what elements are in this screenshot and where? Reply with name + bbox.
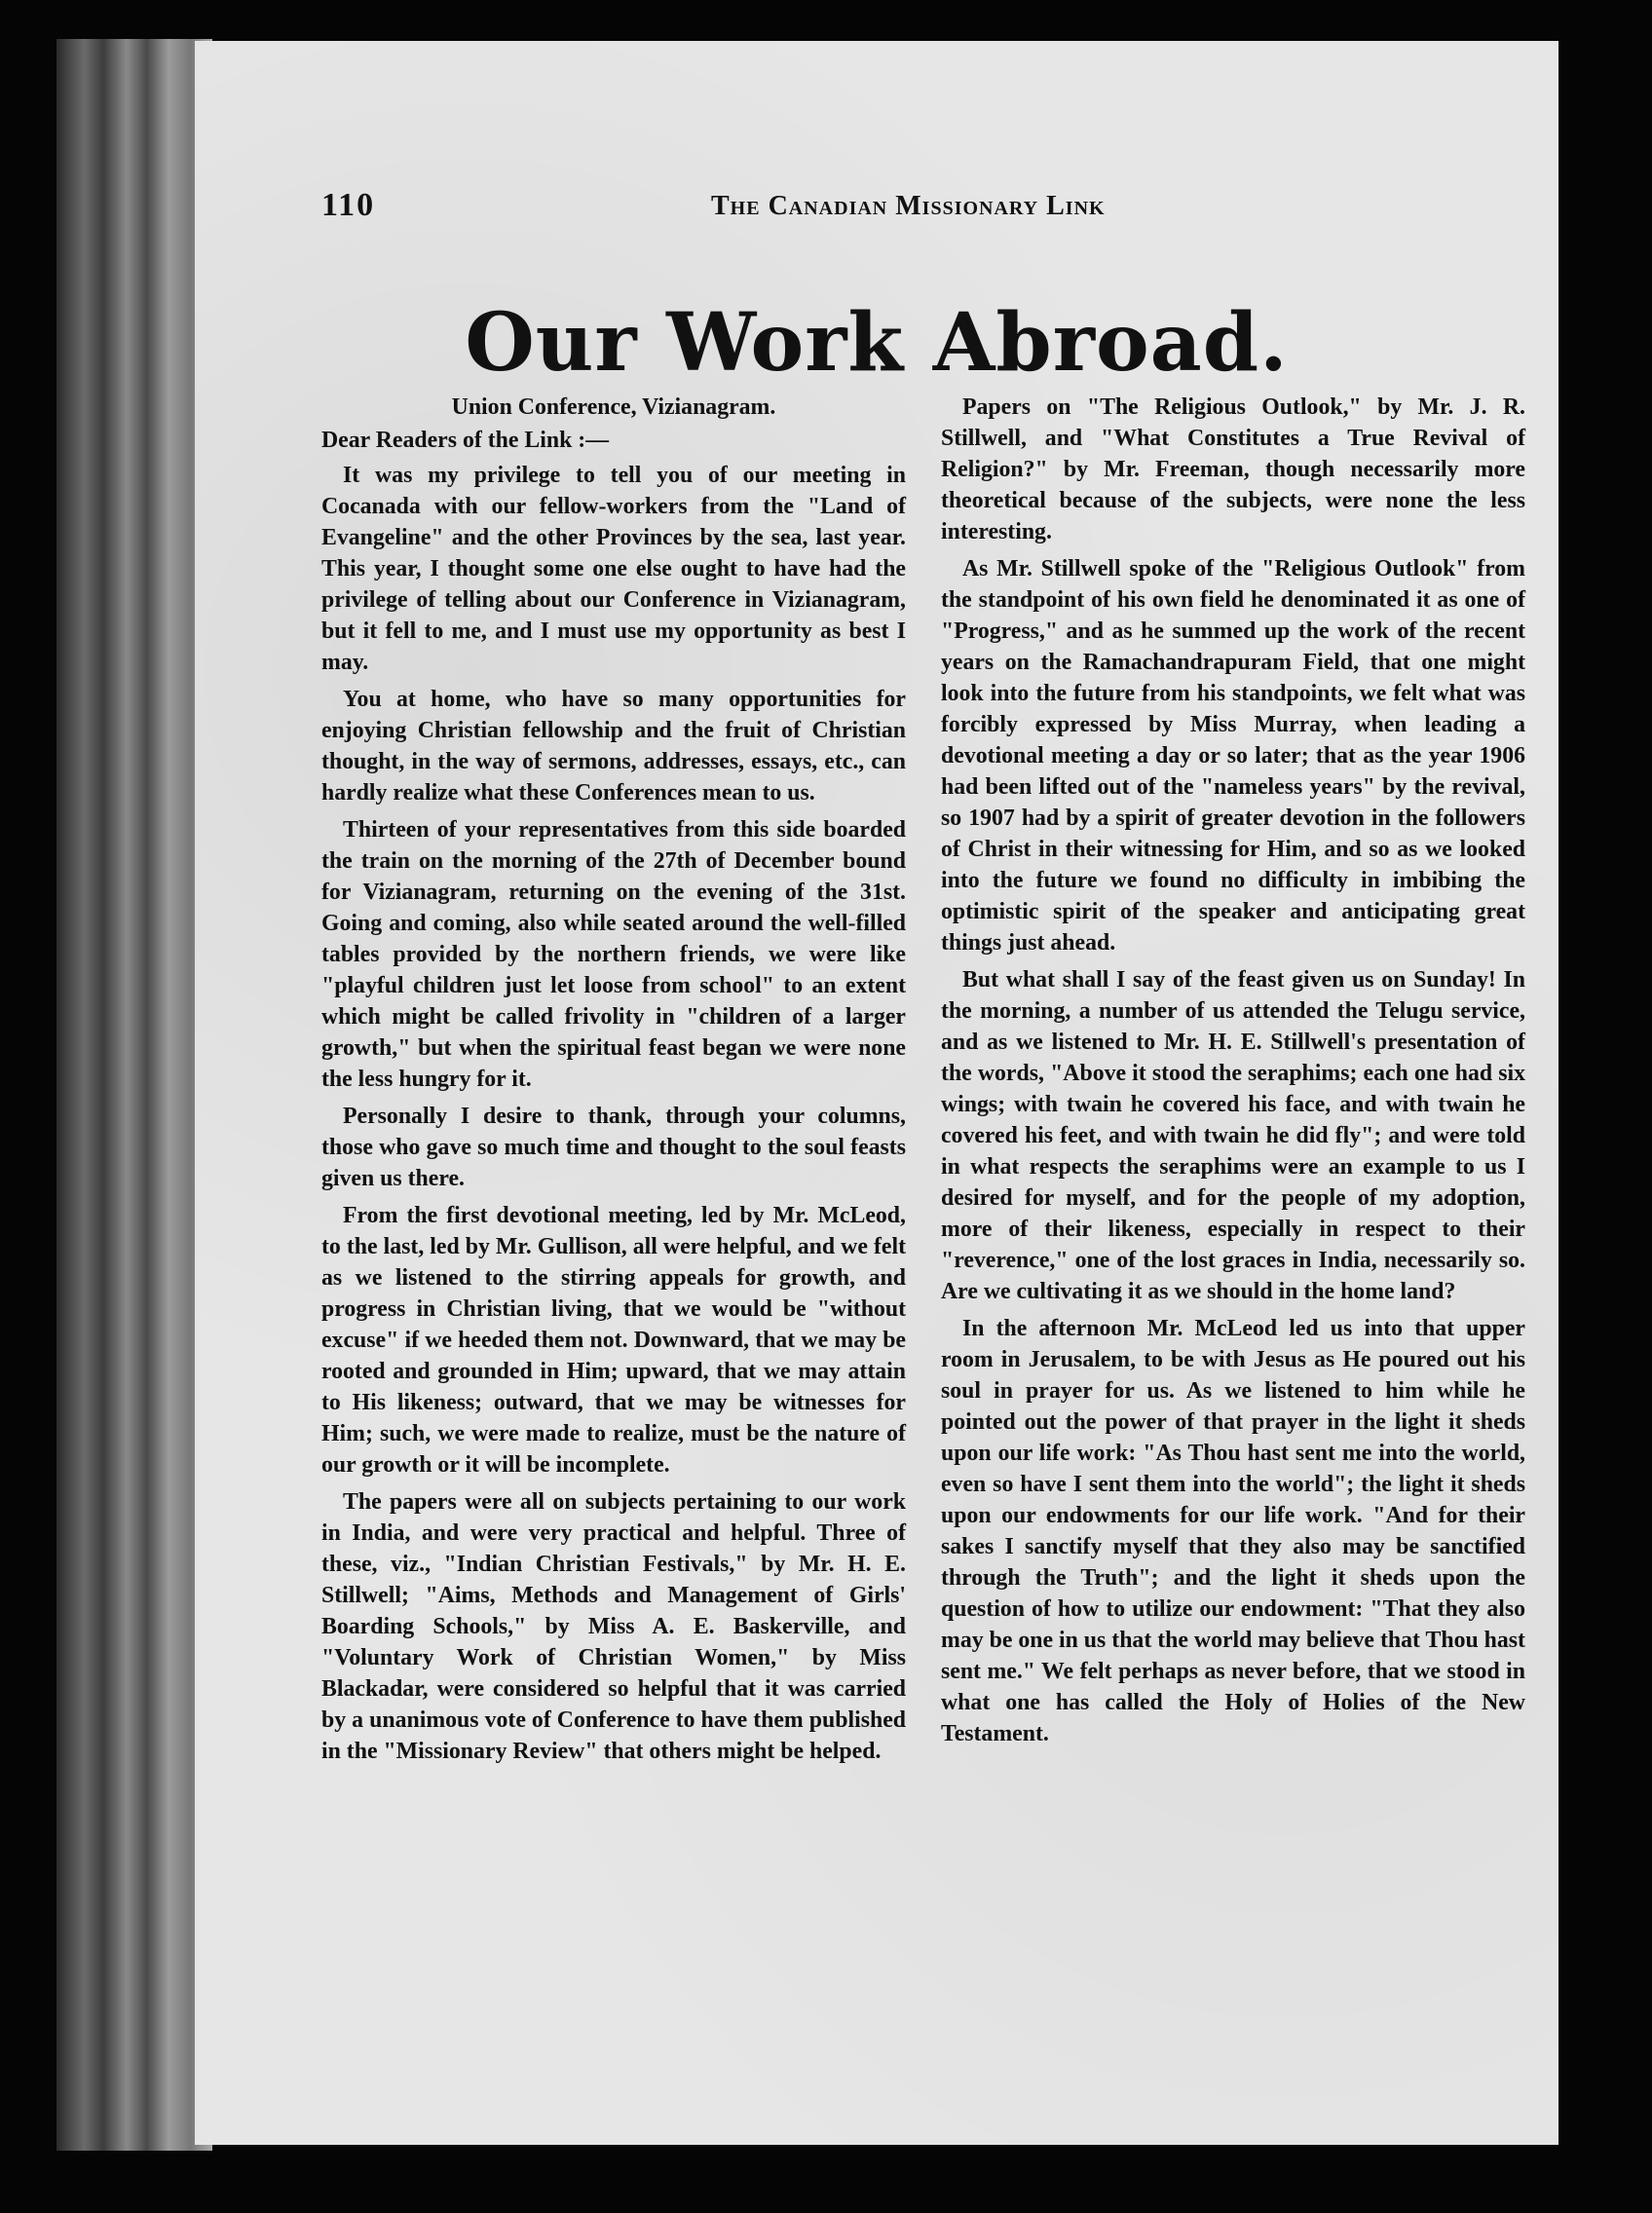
page-number: 110 xyxy=(321,187,376,223)
paragraph: In the afternoon Mr. McLeod led us into that upper room in Jerusalem, to be with Jesus as He poured out his soul in prayer for us. As we listened to him while he pointed out the power of that prayer in the light it sheds upon our life work: "As Thou hast sent me into the world, even so have I sent them into the world"; the light it sheds upon our endowments for our life work. "And for their sakes I sanctify myself that they also may be sanctified through the Truth"; and the light it sheds upon the question of how to utilize our endowment: "That they also may be one in us that the world may believe that Thou hast sent me." We felt perhaps as never before, that we stood in what one has called the Holy of Holies of the New Testament. xyxy=(941,1316,1525,1746)
article-headline: Our Work Abroad. xyxy=(465,296,1289,390)
right-column xyxy=(941,392,1525,1755)
paragraph: As Mr. Stillwell spoke of the "Religious Outlook" from the standpoint of his own field he denominated it as one of "Progress," and as he summed up the work of the recent years on the Ramachandrapuram Field, that one might look into the future from his standpoints, we felt what was forcibly expressed by Miss Murray, when leading a devotional meeting a day or so later; that as the year 1906 had been lifted out of the "nameless years" by the revival, so 1907 had by a spirit of greater devotion in the followers of Christ in their witnessing for Him, and so as we looked into the future we found no difficulty in imbibing the optimistic spirit of the speaker and anticipating great things just ahead. xyxy=(941,556,1525,956)
dateline: Union Conference, Vizianagram. xyxy=(451,394,776,420)
paragraph: From the first devotional meeting, led by Mr. McLeod, to the last, led by Mr. Gullison, all were helpful, and we felt as we listened to the stirring appeals for growth, and progress in Christian living, that we would be "without excuse" if we heeded them not. Downward, that we may be rooted and grounded in Him; upward, that we may attain to His likeness; outward, that we may be witnesses for Him; such, we were made to realize, must be the nature of our growth or it will be incomplete. xyxy=(321,1203,906,1478)
paragraph: Personally I desire to thank, through your columns, those who gave so much time and thought to the soul feasts given us there. xyxy=(321,1104,906,1191)
salutation: Dear Readers of the Link :— xyxy=(321,428,610,453)
left-column xyxy=(321,392,906,1773)
paragraph: Papers on "The Religious Outlook," by Mr. J. R. Stillwell, and "What Constitutes a True Revival of Religion?" by Mr. Freeman, though necessarily more theoretical because of the subjects, were none the less interesting. xyxy=(941,394,1525,544)
paragraph: It was my privilege to tell you of our meeting in Cocanada with our fellow-workers from the "Land of Evangeline" and the other Provinces by the sea, last year. This year, I thought some one else ought to have had the privilege of telling about our Conference in Vizianagram, but it fell to me, and I must use my opportunity as best I may. xyxy=(321,463,906,675)
running-title: The Canadian Missionary Link xyxy=(711,191,1106,221)
book-page-edges xyxy=(56,39,212,2151)
paragraph: You at home, who have so many opportunities for enjoying Christian fellowship and the fruit of Christian thought, in the way of sermons, addresses, essays, etc., can hardly realize what these Conferences mean to us. xyxy=(321,687,906,806)
paragraph: Thirteen of your representatives from this side boarded the train on the morning of the 27th of December bound for Vizianagram, returning on the evening of the 31st. Going and coming, also while seated around the well-filled tables provided by the northern friends, we were like "playful children just let loose from school" to an extent which might be called frivolity in "children of a larger growth," but when the spiritual feast began we were none the less hungry for it. xyxy=(321,817,906,1092)
running-head xyxy=(321,187,1373,245)
magazine-page xyxy=(195,41,1558,2145)
paragraph: The papers were all on subjects pertaining to our work in India, and were very practical and helpful. Three of these, viz., "Indian Christian Festivals," by Mr. H. E. Stillwell; "Aims, Methods and Management of Girls' Boarding Schools," by Miss A. E. Baskerville, and "Voluntary Work of Christian Women," by Miss Blackadar, were considered so helpful that it was carried by a unanimous vote of Conference to have them published in the "Missionary Review" that others might be helped. xyxy=(321,1489,906,1764)
paragraph: But what shall I say of the feast given us on Sunday! In the morning, a number of us attended the Telugu service, and as we listened to Mr. H. E. Stillwell's presentation of the words, "Above it stood the seraphims; each one had six wings; with twain he covered his face, and with twain he covered his feet, and with twain he did fly"; and were told in what respects the seraphims were an example to us I desired for myself, and for the people of my adoption, more of their likeness, especially in respect to their "reverence," one of the lost graces in India, necessarily so. Are we cultivating it as we should in the home land? xyxy=(941,967,1525,1304)
